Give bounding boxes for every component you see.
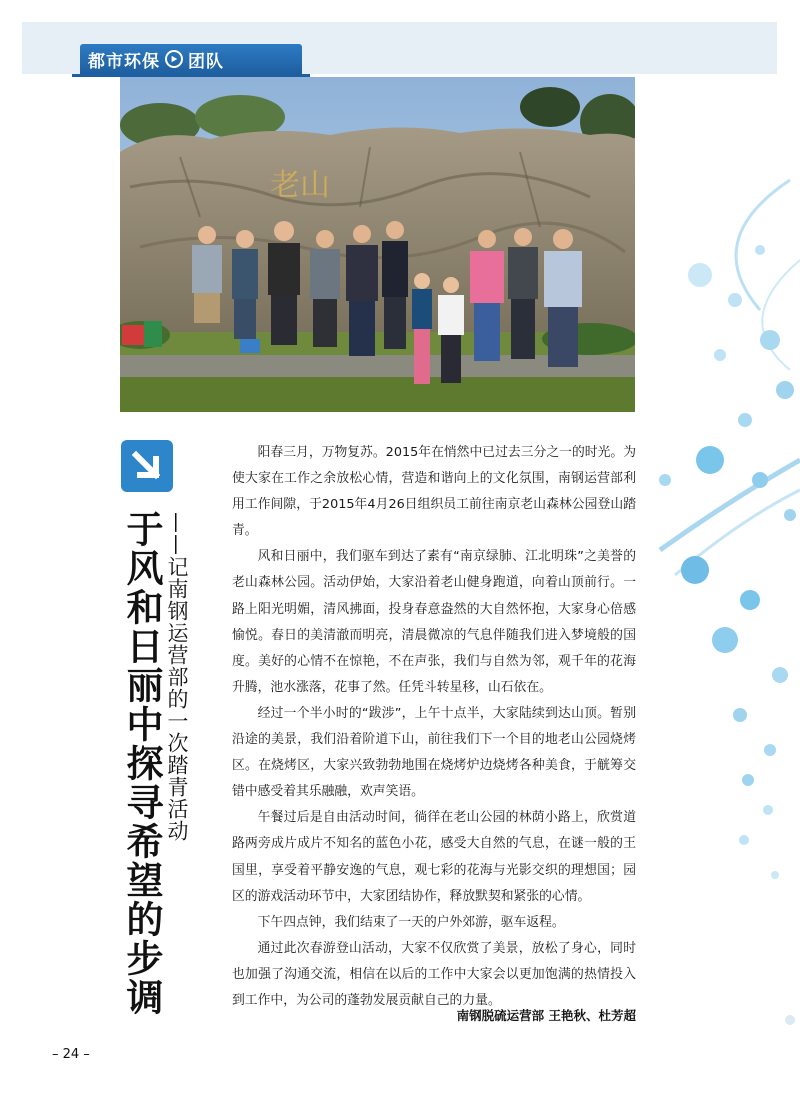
article-subtitle: ——记南钢运营部的一次踏青活动	[165, 512, 189, 842]
paragraph: 下午四点钟，我们结束了一天的户外郊游，驱车返程。	[257, 914, 565, 930]
group-photo	[120, 77, 635, 412]
arrow-down-right-icon	[121, 440, 173, 492]
section-category: 团队	[188, 51, 224, 72]
article-title: 于风和日丽中探寻希望的步调	[120, 510, 163, 1017]
page-number: – 24 –	[52, 1047, 90, 1062]
play-icon	[165, 50, 183, 68]
paragraph: 阳春三月，万物复苏。2015年在悄然中已过去三分之一的时光。为使大家在工作之余放松心情，营造和谐向上的文化氛围，南钢运营部利用工作间隙，于2015年4月26日组织员工前往南京老山森林公园登山踏青。	[232, 445, 636, 539]
article-body	[232, 440, 636, 1014]
section-name: 都市环保	[88, 51, 160, 72]
park-sign-text: 老山	[270, 168, 330, 203]
paragraph: 午餐过后是自由活动时间，徜徉在老山公园的林荫小路上，欣赏道路两旁成片成片不知名的蓝色小花，感受大自然的气息，在谜一般的王国里，享受着平静安逸的气息，观七彩的花海与光影交织的理想国；园区的游戏活动环节中，大家团结协作，释放默契和紧张的心情。	[232, 810, 636, 904]
bubble-decoration	[640, 120, 800, 1100]
section-tab	[80, 44, 302, 74]
paragraph: 经过一个半小时的“跋涉”，上午十点半，大家陆续到达山顶。暂别沿途的美景，我们沿着阶道下山，前往我们下一个目的地老山公园烧烤区。在烧烤区，大家兴致勃勃地围在烧烤炉边烧烤各种美食，于觥筹交错中感受着其乐融融，欢声笑语。	[232, 705, 636, 800]
author-byline: 南钢脱硫运营部 王艳秋、杜芳超	[456, 1008, 636, 1023]
paragraph: 风和日丽中，我们驱车到达了素有“南京绿肺、江北明珠”之美誉的老山森林公园。活动伊始，大家沿着老山健身跑道，向着山顶前行。一路上阳光明媚，清风拂面，投身春意盎然的大自然怀抱，大家身心倍感愉悦。春日的美清澈而明亮，清晨微凉的气息伴随我们进入梦境般的国度。美好的心情不在惊艳，不在声张，我们与自然为邻，观千年的花海升腾，池水涨落，花事了然。任凭斗转星移，山石依在。	[232, 549, 636, 695]
paragraph: 通过此次春游登山活动，大家不仅欣赏了美景，放松了身心，同时也加强了沟通交流，相信在以后的工作中大家会以更加饱满的热情投入到工作中，为公司的蓬勃发展贡献自己的力量。	[232, 940, 636, 1008]
